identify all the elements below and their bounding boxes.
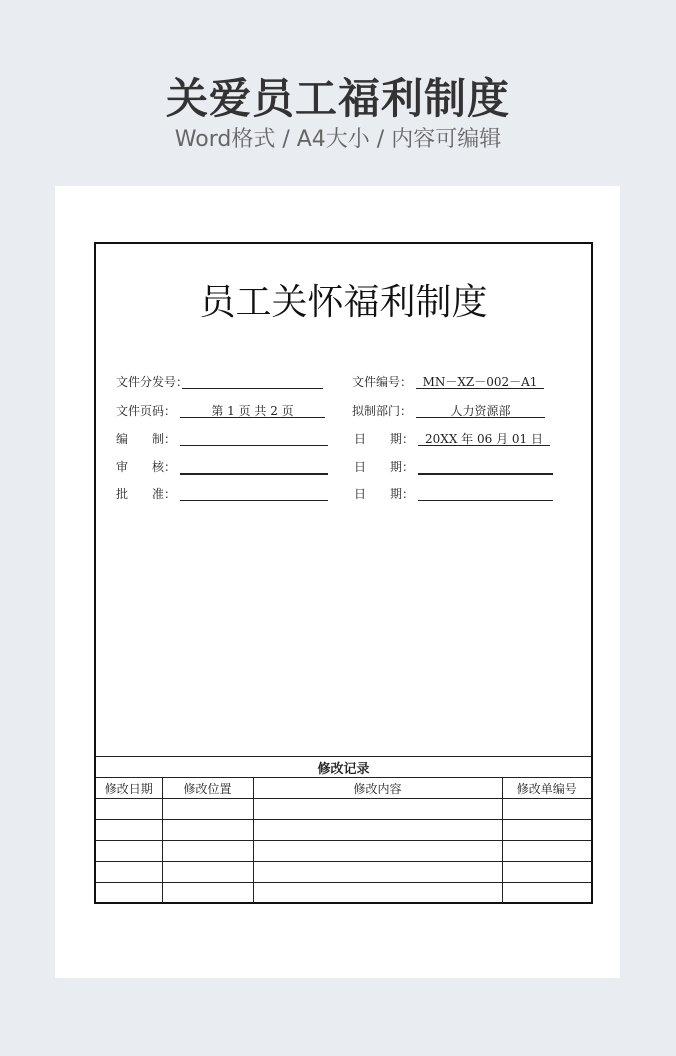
- table-row: [96, 799, 591, 820]
- revision-header: 修改日期: [96, 778, 162, 799]
- table-row: [96, 862, 591, 883]
- document-title: 员工关怀福利制度: [199, 282, 488, 323]
- table-cell[interactable]: [502, 820, 591, 841]
- table-row: [96, 841, 591, 862]
- table-cell[interactable]: [96, 820, 162, 841]
- field-label: 日 期：: [354, 487, 415, 501]
- table-row: [96, 883, 591, 904]
- reviewer-input[interactable]: [180, 458, 328, 475]
- document-page: [55, 186, 620, 978]
- table-cell[interactable]: [162, 841, 253, 862]
- table-cell[interactable]: [162, 862, 253, 883]
- field-label: 日 期：: [354, 432, 415, 446]
- file-class-no-input[interactable]: [182, 373, 323, 389]
- table-cell[interactable]: [96, 841, 162, 862]
- field-approver: [116, 485, 331, 503]
- field-date-1: [354, 430, 554, 448]
- revision-header: 修改位置: [162, 778, 253, 799]
- field-label: 文件编号：: [352, 375, 413, 389]
- revision-header: 修改单编号: [502, 778, 591, 799]
- table-cell[interactable]: [96, 883, 162, 904]
- table-cell[interactable]: [162, 799, 253, 820]
- field-label: 编 制：: [116, 432, 177, 446]
- revision-caption: 修改记录: [96, 757, 591, 778]
- banner-title: 关爱员工福利制度: [165, 74, 510, 123]
- table-cell[interactable]: [253, 820, 502, 841]
- revision-header: 修改内容: [253, 778, 502, 799]
- table-row: [96, 820, 591, 841]
- field-label: 拟制部门：: [352, 404, 413, 418]
- field-date-3: [354, 485, 554, 503]
- table-cell[interactable]: [162, 820, 253, 841]
- table-cell[interactable]: [253, 862, 502, 883]
- page-no-input[interactable]: 第 1 页 共 2 页: [180, 402, 325, 418]
- table-cell[interactable]: [502, 862, 591, 883]
- table-cell[interactable]: [96, 862, 162, 883]
- table-cell[interactable]: [502, 799, 591, 820]
- date-1-input[interactable]: 20XX 年 06 月 01 日: [418, 430, 550, 446]
- file-no-input[interactable]: MN－XZ－002－A1: [416, 373, 544, 389]
- table-cell[interactable]: [253, 883, 502, 904]
- table-cell[interactable]: [162, 883, 253, 904]
- revision-table: [96, 756, 591, 903]
- field-label: 审 核：: [116, 460, 177, 474]
- table-cell[interactable]: [96, 799, 162, 820]
- editor-input[interactable]: [180, 430, 328, 446]
- table-cell[interactable]: [502, 883, 591, 904]
- field-label: 批 准：: [116, 487, 177, 501]
- field-reviewer: [116, 458, 331, 476]
- field-date-2: [354, 458, 554, 476]
- document-frame: [94, 242, 593, 904]
- approver-input[interactable]: [180, 485, 328, 501]
- field-label: 文件页码：: [116, 404, 177, 418]
- date-3-input[interactable]: [418, 485, 553, 501]
- field-page-no: [116, 402, 326, 420]
- dept-input[interactable]: 人力资源部: [416, 402, 545, 418]
- field-label: 文件分发号：: [116, 375, 189, 389]
- field-label: 日 期：: [354, 460, 415, 474]
- table-cell[interactable]: [253, 841, 502, 862]
- field-file-class-no: [116, 373, 326, 391]
- field-editor: [116, 430, 331, 448]
- date-2-input[interactable]: [418, 458, 553, 475]
- table-cell[interactable]: [502, 841, 591, 862]
- field-file-no: [352, 373, 552, 391]
- table-cell[interactable]: [253, 799, 502, 820]
- banner-subtitle: Word格式 / A4大小 / 内容可编辑: [174, 127, 502, 152]
- field-dept: [352, 402, 552, 420]
